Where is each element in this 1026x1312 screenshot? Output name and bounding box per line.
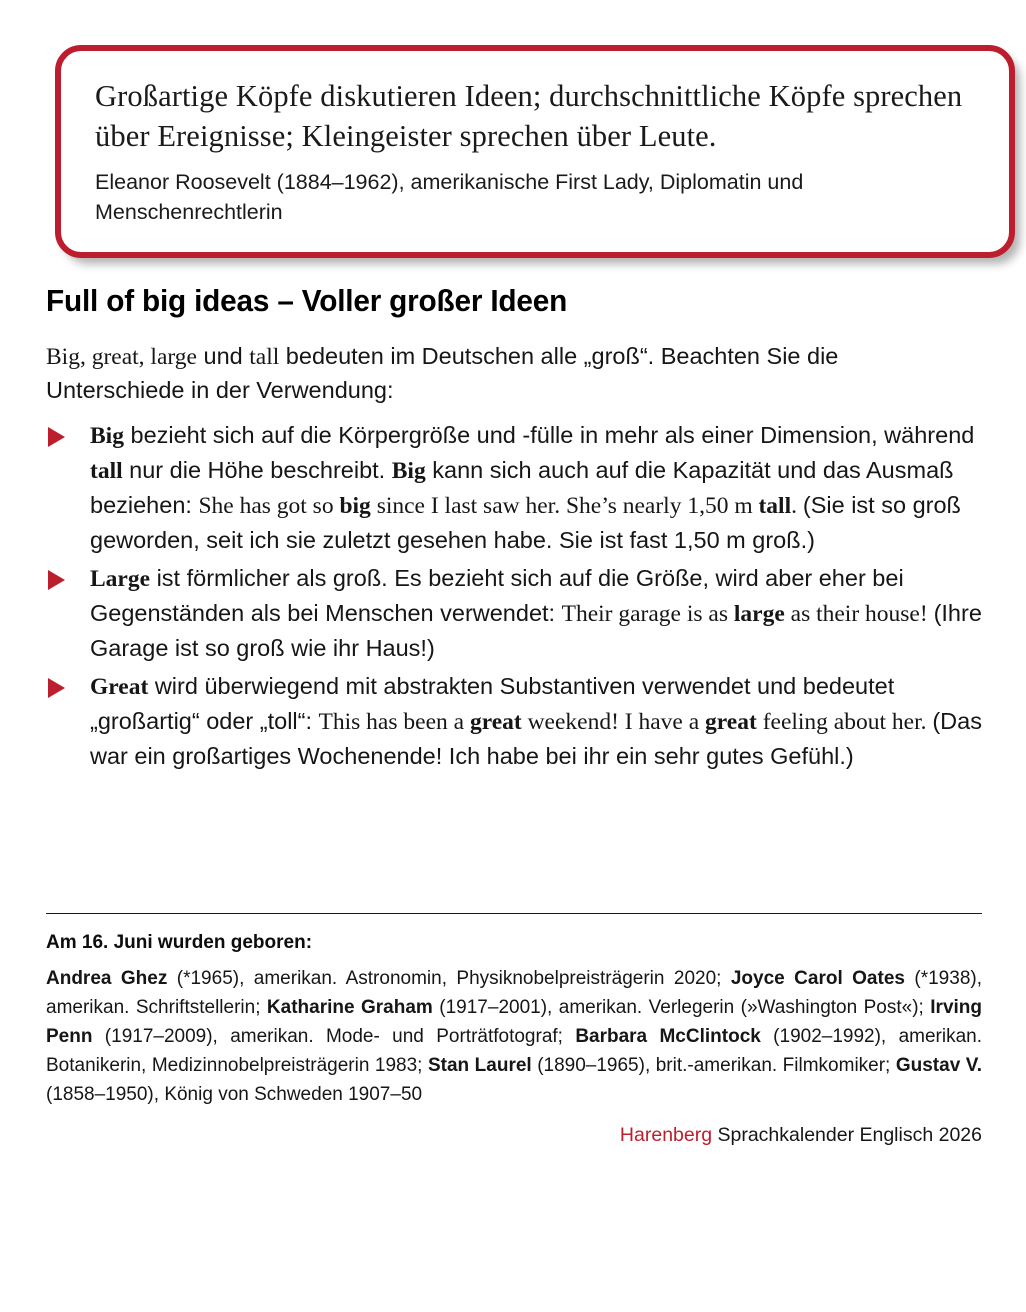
- birthdays-title: Am 16. Juni wurden geboren:: [46, 932, 313, 953]
- birthday-person-name: Katharine Graham: [266, 996, 433, 1018]
- lesson-intro: [46, 340, 982, 408]
- birthday-person-detail: (*1938), amerikan. Schriftstellerin;: [46, 968, 982, 1018]
- cue-word-big-2: Big: [391, 457, 426, 484]
- birthday-person-detail: (1902–1992), amerikan. Botanikerin, Medizinnobelpreisträgerin 1983;: [46, 1025, 982, 1076]
- list-item: [46, 561, 982, 665]
- bullet2-de-2: (Das war ein großartiges Wochenende! Ich habe bei ihr ein sehr gutes Gefühl.): [90, 708, 982, 770]
- cue-word-large: Large: [90, 565, 151, 592]
- quote-text: Großartige Köpfe diskutieren Ideen; durchschnittliche Köpfe sprechen über Ereignisse; Kleingeister sprechen über Leute.: [95, 79, 963, 153]
- birthday-person-name: Andrea Ghez: [46, 968, 168, 989]
- birthday-person-name: Irving Penn: [46, 996, 982, 1047]
- birthday-person-detail: (1917–2001), amerikan. Verlegerin (»Washington Post«);: [432, 996, 931, 1018]
- birthdays-list: [46, 965, 982, 1109]
- section-divider: [46, 913, 982, 914]
- bullet1-de-2: (Ihre Garage ist so groß wie ihr Haus!): [90, 600, 982, 662]
- bullet1-de-1: ist förmlicher als groß. Es bezieht sich auf die Größe, wird aber eher bei Gegenständen als bei Menschen verwendet:: [90, 564, 904, 627]
- bullet0-en-2: since I last saw her. She’s nearly 1,50 m: [370, 492, 759, 519]
- bullet0-en-1: She has got so: [198, 492, 340, 519]
- bullet0-de-2: nur die Höhe beschreibt.: [122, 456, 392, 483]
- bullet1-en-2: as their house!: [784, 601, 934, 628]
- cue-word-big-3: big: [339, 492, 371, 519]
- birthdays-section: [46, 932, 982, 1109]
- quote-box: [55, 45, 1015, 258]
- triangle-bullet-icon: [48, 678, 65, 698]
- bullet2-en-1: This has been a: [318, 709, 470, 736]
- lesson-body: [46, 340, 982, 777]
- list-item: [46, 669, 982, 773]
- birthday-person-name: Barbara McClintock: [575, 1025, 761, 1047]
- birthday-person-detail: (1917–2009), amerikan. Mode- und Porträtfotograf;: [92, 1025, 576, 1047]
- birthday-person-detail: (1890–1965), brit.-amerikan. Filmkomiker;: [531, 1054, 896, 1076]
- page-title: Full of big ideas – Voller großer Ideen: [46, 283, 568, 318]
- cue-word-tall-2: tall: [758, 492, 792, 519]
- birthday-person-name: Gustav V.: [895, 1054, 982, 1076]
- cue-word-large-2: large: [733, 601, 785, 628]
- bullet1-en-1: Their garage is as: [561, 601, 734, 628]
- intro-de-tail: bedeuten im Deutschen alle „groß“. Beachten Sie die Unterschiede in der Verwendung:: [46, 343, 839, 404]
- birthday-person-name: Stan Laurel: [427, 1054, 532, 1076]
- footer: [46, 1124, 982, 1147]
- intro-en-word2: tall: [249, 344, 280, 370]
- birthday-person-name: Joyce Carol Oates: [730, 968, 905, 989]
- triangle-bullet-icon: [48, 570, 65, 590]
- cue-word-tall: tall: [90, 457, 123, 484]
- cue-word-great-2: great: [469, 709, 522, 736]
- cue-word-great-3: great: [705, 709, 757, 736]
- birthday-person-detail: (1858–1950), König von Schweden 1907–50: [46, 1083, 423, 1105]
- brand-name: Harenberg: [619, 1124, 713, 1146]
- bullet2-en-3: feeling about her.: [756, 709, 933, 736]
- cue-word-big: Big: [90, 422, 124, 449]
- cue-word-great: Great: [90, 674, 149, 701]
- birthday-person-detail: (*1965), amerikan. Astronomin, Physiknobelpreisträgerin 2020;: [167, 968, 731, 989]
- footer-rest: Sprachkalender Englisch 2026: [712, 1124, 982, 1146]
- intro-en-words: Big, great, large: [46, 344, 197, 370]
- list-item: [46, 418, 982, 557]
- bullet0-de-1: bezieht sich auf die Körpergröße und -fülle in mehr als einer Dimension, während: [123, 421, 975, 448]
- bullet2-en-2: weekend! I have a: [521, 709, 706, 736]
- quote-attribution: Eleanor Roosevelt (1884–1962), amerikanische First Lady, Diplomatin und Menschenrechtlerin: [95, 170, 804, 224]
- bullet2-de-1: wird überwiegend mit abstrakten Substantiven verwendet und bedeutet „großartig“ oder „toll“:: [90, 673, 895, 735]
- bullet0-de-4: (Sie ist so groß geworden, seit ich sie zuletzt gesehen habe. Sie ist fast 1,50 m groß.): [90, 491, 961, 553]
- intro-de-mid: und: [196, 343, 250, 369]
- usage-bullet-list: [46, 418, 982, 774]
- triangle-bullet-icon: [48, 427, 65, 447]
- bullet0-de-3: kann sich auch auf die Kapazität und das Ausmaß beziehen:: [90, 456, 954, 518]
- bullet0-en-3: .: [791, 492, 803, 519]
